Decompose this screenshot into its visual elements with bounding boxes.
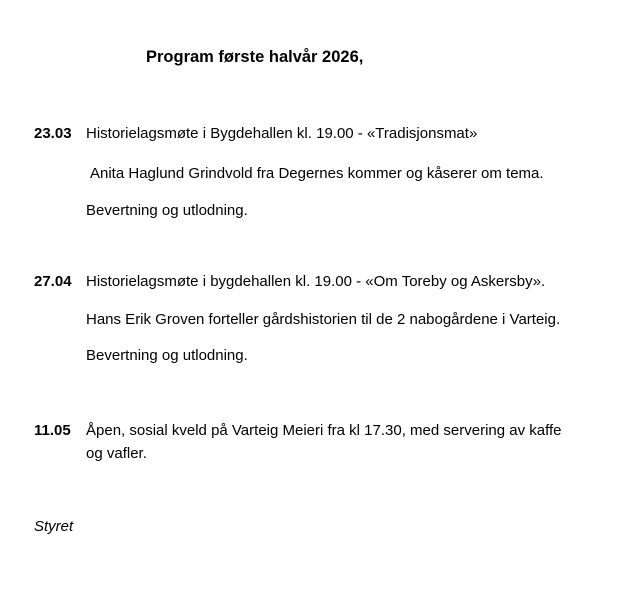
- event-line: og vafler.: [86, 445, 147, 462]
- event-line: Hans Erik Groven forteller gårdshistorien til de 2 nabogårdene i Varteig.: [86, 311, 561, 328]
- signature: Styret: [34, 518, 74, 535]
- event-date: 23.03: [34, 125, 72, 142]
- page-title: Program første halvår 2026,: [146, 48, 364, 66]
- event-date: 27.04: [34, 273, 72, 290]
- event-line: Historielagsmøte i bygdehallen kl. 19.00 - «Om Toreby og Askersby».: [86, 273, 546, 290]
- event-line: Historielagsmøte i Bygdehallen kl. 19.00 - «Tradisjonsmat»: [86, 125, 478, 142]
- event-line: Åpen, sosial kveld på Varteig Meieri fra kl 17.30, med servering av kaffe: [86, 422, 562, 439]
- event-line: Bevertning og utlodning.: [86, 347, 248, 364]
- event-date: 11.05: [34, 422, 71, 439]
- event-line: Bevertning og utlodning.: [86, 202, 248, 219]
- event-line: Anita Haglund Grindvold fra Degernes kommer og kåserer om tema.: [90, 165, 544, 182]
